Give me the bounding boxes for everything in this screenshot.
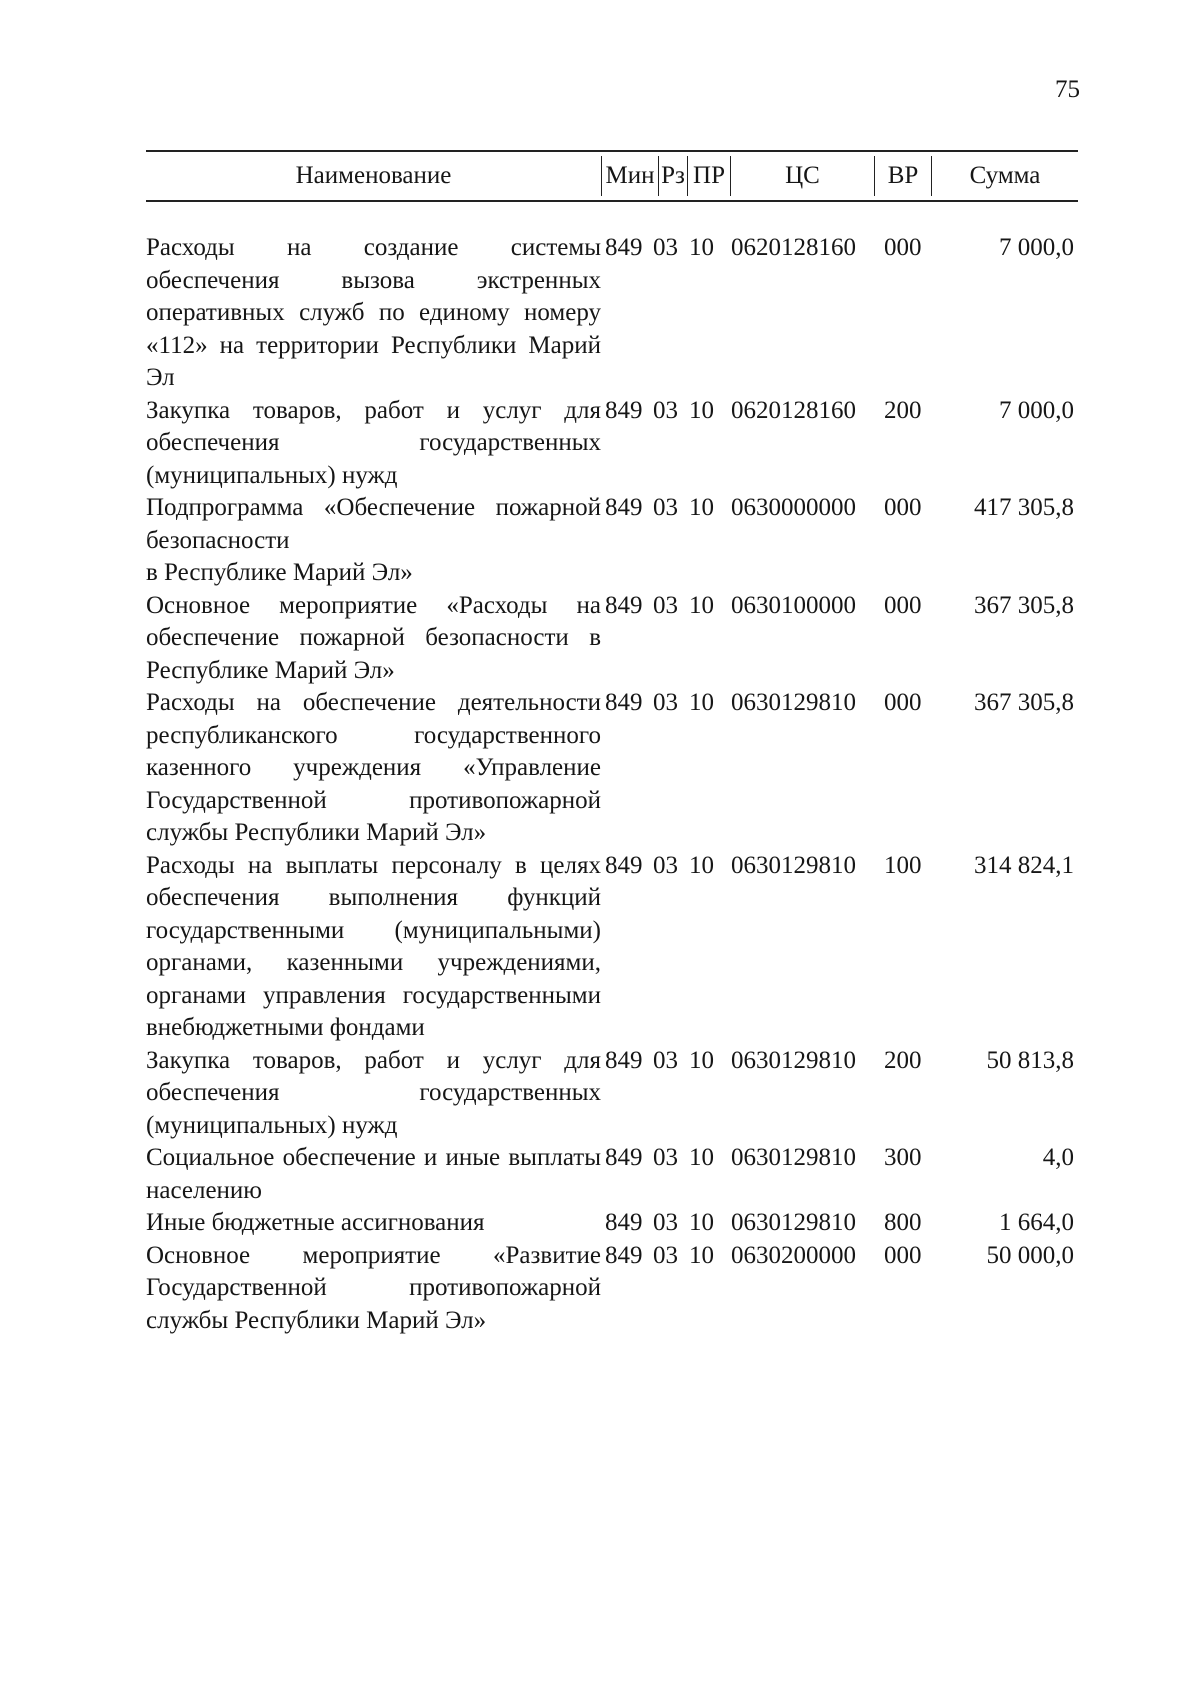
row-sum: 417 305,8: [974, 494, 1074, 521]
row-min: 849: [605, 234, 643, 261]
row-pr: 10: [689, 689, 714, 716]
row-min: 849: [605, 851, 643, 879]
row-sum: 1 664,0: [999, 1209, 1074, 1236]
row-name: Закупка товаров, работ и услуг для обеспечения государственных (муниципальных) нужд: [146, 1046, 601, 1139]
budget-table: [146, 150, 1078, 1337]
row-cs: 0630129810: [731, 851, 856, 879]
row-name: Основное мероприятие «Расходы на обеспечение пожарной безопасности в Республике Марий Эл»: [146, 591, 601, 684]
row-rz: 03: [653, 1144, 678, 1171]
row-name: Социальное обеспечение и иные выплаты населению: [146, 1144, 601, 1204]
row-vr: 000: [884, 494, 922, 521]
row-name: Расходы на выплаты персоналу в целях обеспечения выполнения функций государственными (муниципальными) органами, казенными учреждениями, органами управления государственными внебюджетными фондами: [146, 851, 601, 1041]
row-min: 849: [605, 1241, 643, 1269]
header-sum: Сумма: [969, 162, 1041, 189]
table-row: [146, 590, 1078, 688]
row-cs: 0630129810: [731, 1209, 856, 1236]
row-rz: 03: [653, 851, 678, 879]
row-rz: 03: [653, 396, 678, 424]
row-name: Основное мероприятие «Развитие Государственной противопожарной службы Республики Марий Эл»: [146, 1241, 601, 1334]
row-vr: 200: [884, 1046, 922, 1074]
row-vr: 000: [884, 234, 922, 261]
row-rz: 03: [653, 1209, 678, 1236]
row-pr: 10: [689, 494, 714, 521]
row-sum: 4,0: [1042, 1144, 1074, 1171]
row-rz: 03: [653, 1241, 678, 1269]
row-cs: 0630129810: [731, 689, 856, 716]
row-min: 849: [605, 1046, 643, 1074]
header-name: Наименование: [295, 162, 452, 189]
row-cs: 0620128160: [731, 396, 856, 424]
row-sum: 7 000,0: [999, 396, 1074, 424]
table-row: [146, 1142, 1078, 1207]
row-vr: 000: [884, 591, 922, 619]
row-min: 849: [605, 494, 643, 521]
table-row: [146, 1045, 1078, 1143]
row-rz: 03: [653, 234, 678, 261]
row-rz: 03: [653, 494, 678, 521]
row-min: 849: [605, 689, 643, 716]
row-sum: 50 000,0: [986, 1241, 1074, 1269]
row-vr: 100: [884, 851, 922, 879]
row-pr: 10: [689, 396, 714, 424]
row-pr: 10: [689, 1209, 714, 1236]
row-pr: 10: [689, 234, 714, 261]
row-name-main: Подпрограмма «Обеспечение пожарной безопасности: [146, 494, 601, 554]
row-name: Закупка товаров, работ и услуг для обеспечения государственных (муниципальных) нужд: [146, 396, 601, 489]
table-body: [146, 202, 1078, 1337]
row-rz: 03: [653, 591, 678, 619]
table-row: [146, 687, 1078, 850]
row-vr: 200: [884, 396, 922, 424]
table-row: [146, 850, 1078, 1045]
row-pr: 10: [689, 591, 714, 619]
row-cs: 0620128160: [731, 234, 856, 261]
row-name: Расходы на создание системы обеспечения вызова экстренных оперативных служб по единому номеру «112» на территории Республики Марий Эл: [146, 234, 601, 391]
row-name: [146, 492, 601, 590]
row-name: Расходы на обеспечение деятельности республиканского государственного казенного учреждения «Управление Государственной противопожарной службы Республики Марий Эл»: [146, 689, 601, 846]
table-header: [146, 150, 1078, 202]
row-sum: 314 824,1: [974, 851, 1074, 879]
header-min: Мин: [605, 162, 655, 189]
row-rz: 03: [653, 689, 678, 716]
row-vr: 300: [884, 1144, 922, 1171]
row-min: 849: [605, 1144, 643, 1171]
table-row: [146, 1207, 1078, 1240]
row-name-tail: в Республике Марий Эл»: [146, 559, 413, 586]
row-min: 849: [605, 396, 643, 424]
row-sum: 7 000,0: [999, 234, 1074, 261]
row-cs: 0630000000: [731, 494, 856, 521]
row-name: Иные бюджетные ассигнования: [146, 1209, 485, 1236]
row-vr: 000: [884, 1241, 922, 1269]
row-vr: 800: [884, 1209, 922, 1236]
row-pr: 10: [689, 1241, 714, 1269]
row-min: 849: [605, 1209, 643, 1236]
row-sum: 367 305,8: [974, 689, 1074, 716]
row-rz: 03: [653, 1046, 678, 1074]
table-row: [146, 232, 1078, 395]
page-number: 75: [1055, 76, 1080, 103]
row-pr: 10: [689, 1046, 714, 1074]
row-pr: 10: [689, 1144, 714, 1171]
header-pr: ПР: [693, 162, 725, 189]
row-pr: 10: [689, 851, 714, 879]
row-vr: 000: [884, 689, 922, 716]
row-sum: 367 305,8: [974, 591, 1074, 619]
header-cs: ЦС: [785, 162, 820, 189]
row-sum: 50 813,8: [986, 1046, 1074, 1074]
row-cs: 0630129810: [731, 1144, 856, 1171]
row-min: 849: [605, 591, 643, 619]
row-cs: 0630200000: [731, 1241, 856, 1269]
table-row: [146, 492, 1078, 590]
row-cs: 0630129810: [731, 1046, 856, 1074]
table-row: [146, 395, 1078, 493]
header-rz: Рз: [661, 162, 685, 189]
table-row: [146, 1240, 1078, 1338]
header-vr: ВР: [887, 162, 919, 189]
row-cs: 0630100000: [731, 591, 856, 619]
